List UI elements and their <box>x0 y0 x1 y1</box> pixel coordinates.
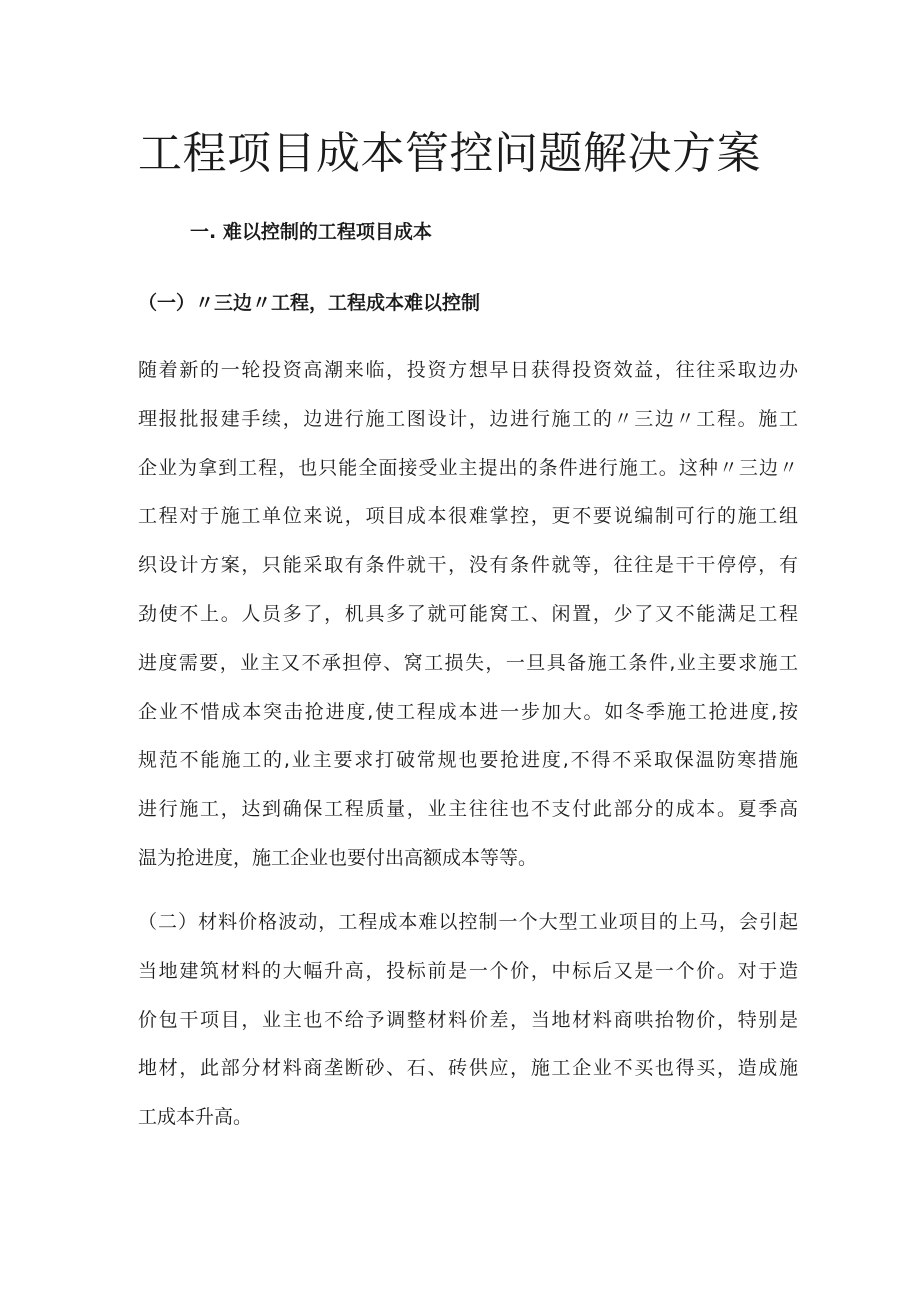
body-paragraph-1 <box>138 346 798 883</box>
paragraph-line: 企业为拿到工程，也只能全面接受业主提出的条件进行施工。这种〃三边〃 <box>138 456 798 479</box>
paragraph-line: 规范不能施工的,业主要求打破常规也要抢进度,不得不采取保温防寒措施 <box>138 749 798 772</box>
paragraph-line: 进度需要，业主又不承担停、窝工损失，一旦具备施工条件,业主要求施工 <box>138 651 798 674</box>
document-title: 工程项目成本管控问题解决方案 <box>138 128 761 179</box>
subsection-heading: （一）〃三边〃工程，工程成本难以控制 <box>138 292 481 314</box>
paragraph-line: 劲使不上。人员多了，机具多了就可能窝工、闲置，少了又不能满足工程 <box>138 602 798 625</box>
paragraph-line: 当地建筑材料的大幅升高，投标前是一个价，中标后又是一个价。对于造 <box>138 959 798 982</box>
paragraph-line: 温为抢进度，施工企业也要付出高额成本等等。 <box>138 846 538 869</box>
body-paragraph-2 <box>138 898 798 1142</box>
paragraph-line: 理报批报建手续，边进行施工图设计，边进行施工的〃三边〃工程。施工 <box>138 407 798 430</box>
paragraph-line: （二）材料价格波动，工程成本难以控制一个大型工业项目的上马，会引起 <box>138 911 798 933</box>
paragraph-line: 工程对于施工单位来说，项目成本很难掌控，更不要说编制可行的施工组 <box>138 505 798 528</box>
paragraph-line: 工成本升高。 <box>138 1106 253 1129</box>
paragraph-line: 织设计方案，只能采取有条件就干，没有条件就等，往往是干干停停，有 <box>138 554 798 577</box>
paragraph-line: 地材，此部分材料商垄断砂、石、砖供应，施工企业不买也得买，造成施 <box>138 1057 798 1080</box>
paragraph-line: 随着新的一轮投资高潮来临，投资方想早日获得投资效益，往往采取边办 <box>138 359 798 381</box>
section-heading: 一. 难以控制的工程项目成本 <box>190 221 432 243</box>
paragraph-line: 进行施工，达到确保工程质量，业主往往也不支付此部分的成本。夏季高 <box>138 798 798 821</box>
paragraph-line: 价包干项目，业主也不给予调整材料价差，当地材料商哄抬物价，特别是 <box>138 1008 798 1031</box>
paragraph-line: 企业不惜成本突击抢进度,使工程成本进一步加大。如冬季施工抢进度,按 <box>138 700 798 723</box>
